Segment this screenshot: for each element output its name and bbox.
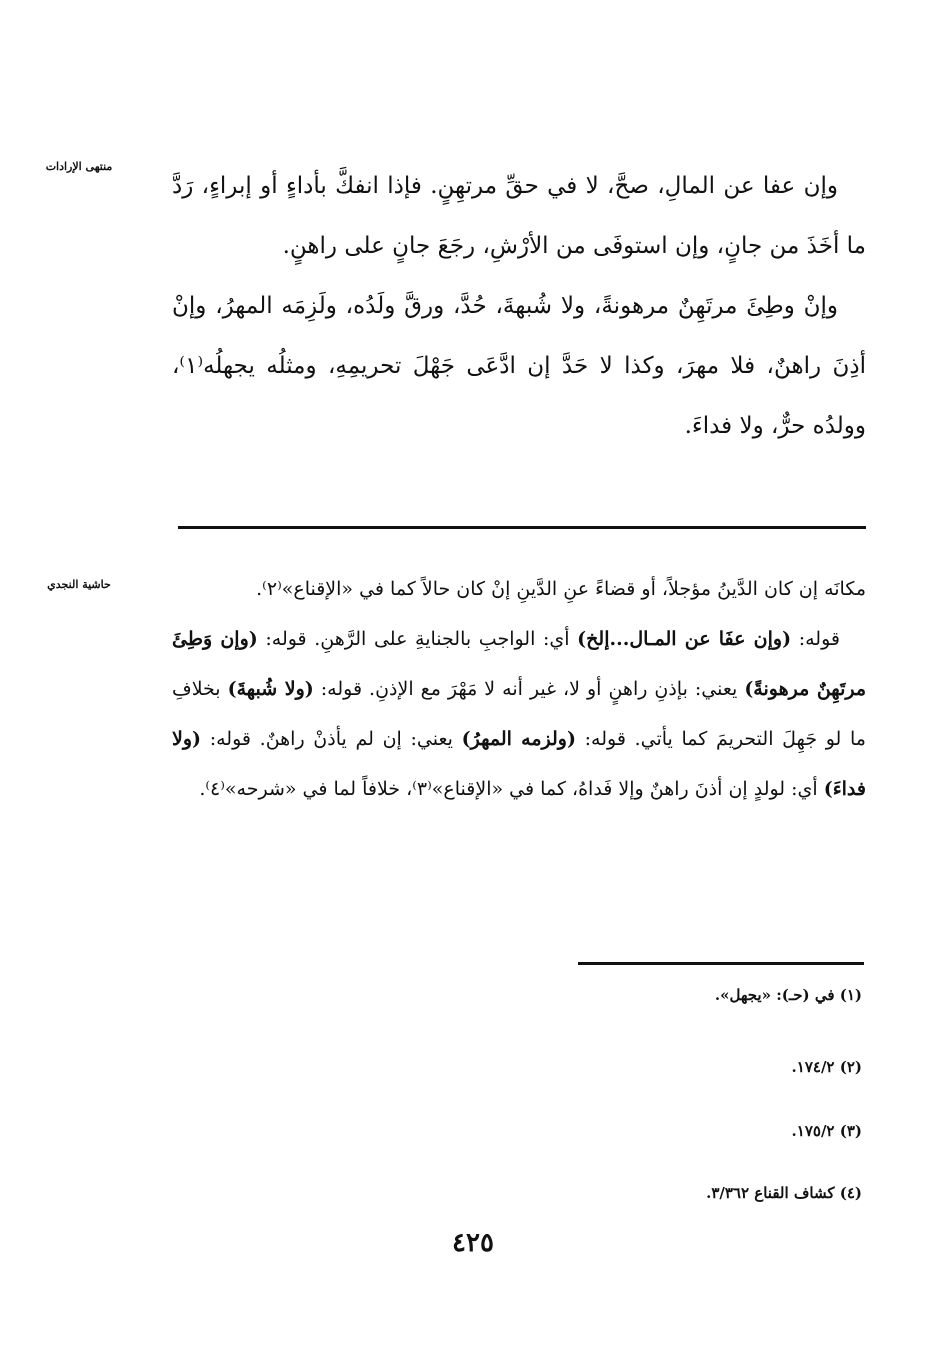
commentary-text (172, 564, 866, 814)
page-number: ٤٢٥ (452, 1228, 494, 1258)
commentary-side-label: حاشية النجدي (47, 578, 111, 591)
footnote: (٣) ١٧٥/٢. (791, 1122, 862, 1140)
commentary-text-run: أي: لولدٍ إن أذنَ راهنٌ وإلا فَداهُ، كما في «الإقناع»⁽٣⁾، خلافاً لما في «شرحه»⁽٤⁾. (199, 778, 824, 800)
commentary-text-run: يعني: بإذنِ راهنٍ أو لا، غير أنه لا مَهْرَ مع الإذنِ. قوله: (313, 678, 745, 700)
footnote: (١) في (حـ): «يجهل». (714, 986, 862, 1004)
quoted-phrase: (ولا فداءَ) (172, 728, 866, 800)
quoted-phrase: (وإن عفَا عن المـال...إلخ) (577, 628, 792, 650)
commentary-paragraph: مكانَه إن كان الدَّينُ مؤجلاً، أو قضاءً عنِ الدَّينِ إنْ كان حالاً كما في «الإقناع»⁽٢⁾. (256, 578, 866, 600)
commentary-text-run: بخلافِ ما لو جَهِلَ التحريمَ كما يأتي. قوله: (172, 678, 866, 750)
main-text (172, 156, 866, 456)
main-text-paragraph: وإنْ وطِئَ مرتَهِنٌ مرهونةً، ولا شُبهةَ، حُدَّ، ورقَّ ولَدُه، ولَزِمَه المهرُ، وإنْ أذِنَ راهنٌ، فلا مهرَ، وكذا لا حَدَّ إن ادَّعَى جَهْلَ تحريمِهِ، ومثلُه يجهلُه⁽١⁾، وولدُه حرٌّ، ولا فداءَ. (172, 293, 866, 439)
footnote: (٤) كشاف القناع ٣/٣٦٢. (706, 1184, 862, 1202)
quoted-phrase: (وإن وَطِئَ مرتَهِنٌ مرهونةً) (172, 628, 867, 700)
quoted-phrase: (ولا شُبهةَ) (227, 678, 314, 700)
main-text-paragraph: وإن عفا عن المالِ، صحَّ، لا في حقِّ مرتهِنٍ. فإذا انفكَّ بأداءٍ أو إبراءٍ، رَدَّ ما أخَذَ من جانٍ، وإن استوفَى من الأرْشِ، رجَعَ جانٍ على راهنٍ. (172, 173, 866, 259)
commentary-paragraph (172, 614, 866, 814)
main-text-side-label: منتهى الإرادات (45, 160, 113, 173)
footnote-divider (578, 962, 864, 965)
commentary-text-run: أي: الواجبِ بالجنايةِ على الرَّهنِ. قوله: (257, 628, 578, 650)
commentary-text-run: قوله: (791, 628, 840, 650)
quoted-phrase: (ولزمه المهرُ) (461, 728, 576, 750)
section-divider (178, 526, 866, 529)
commentary-text-run: يعني: إن لم يأذنْ راهنٌ. قوله: (201, 728, 462, 750)
footnote: (٢) ١٧٤/٢. (791, 1058, 862, 1076)
